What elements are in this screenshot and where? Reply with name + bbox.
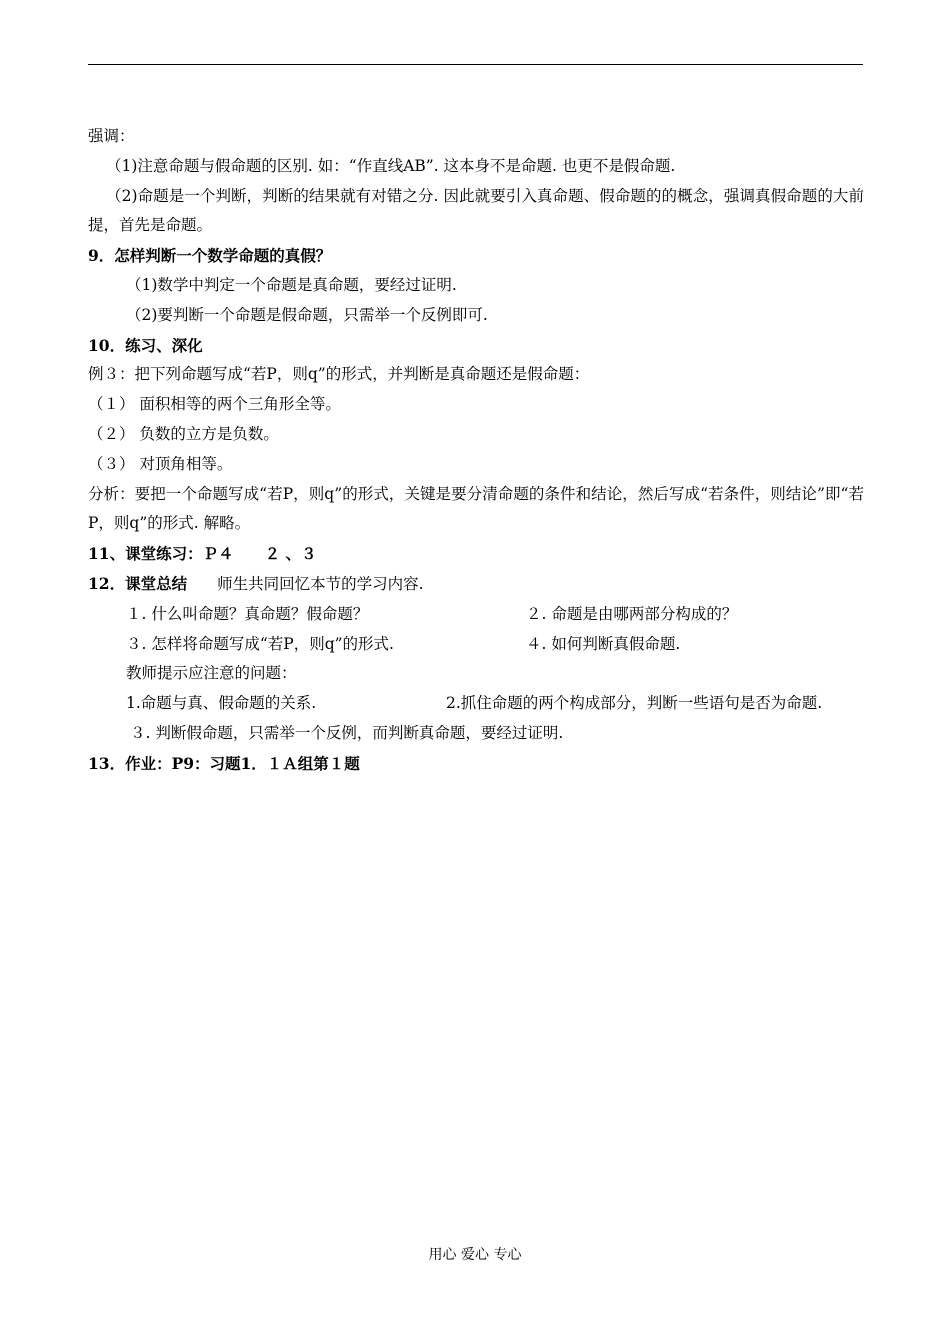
summary-row-2: [88, 630, 864, 660]
teacher-note-1: 1.命题与真、假命题的关系.: [126, 694, 317, 713]
emphasis-point-1: （1)注意命题与假命题的区别. 如：“作直线AB”. 这本身不是命题. 也更不是假命题.: [106, 156, 676, 175]
header-rule: [88, 64, 863, 65]
teacher-notes-label: 教师提示应注意的问题：: [126, 664, 297, 683]
teacher-note-2: 2.抓住命题的两个构成部分，判断一些语句是否为命题.: [446, 694, 823, 713]
example-3: 例３：把下列命题写成“若P，则q”的形式，并判断是真命题还是假命题：: [88, 365, 590, 384]
section-12-heading: 12．课堂总结: [88, 573, 188, 593]
teacher-notes-row-1: [88, 689, 864, 719]
emphasis-label: 强调：: [88, 127, 135, 145]
analysis-text: 分析：要把一个命题写成“若P，则q”的形式，关键是要分清命题的条件和结论，然后写成“若条件，则结论”即“若P，则q”的形式. 解略。: [88, 484, 864, 533]
teacher-note-3: ３. 判断假命题，只需举一个反例，而判断真命题，要经过证明.: [130, 723, 564, 742]
section-9-point-2: （2)要判断一个命题是假命题，只需举一个反例即可.: [126, 305, 488, 324]
section-11-heading: 11、课堂练习：Ｐ４ ２ 、３: [88, 544, 317, 564]
summary-row-1: [88, 600, 864, 630]
summary-q2: ２. 命题是由哪两部分构成的？: [526, 604, 738, 623]
section-10-heading: 10．练习、深化: [88, 335, 203, 355]
summary-q4: ４. 如何判断真假命题.: [526, 634, 681, 653]
section-9-point-1: （1)数学中判定一个命题是真命题，要经过证明.: [126, 275, 457, 294]
section-13-heading: 13．作业：P9：习题1．１Ａ组第１题: [88, 753, 360, 773]
page-footer: 用心 爱心 专心: [428, 1247, 522, 1263]
section-12-line: [88, 569, 864, 600]
section-12-text: 师生共同回忆本节的学习内容.: [217, 574, 424, 593]
example-3-item-1: （１） 面积相等的两个三角形全等。: [88, 395, 341, 414]
example-3-item-2: （２） 负数的立方是负数。: [88, 424, 279, 443]
summary-q3: ３. 怎样将命题写成“若P，则q”的形式.: [126, 634, 394, 653]
document-body: [88, 122, 864, 779]
section-9-heading: 9．怎样判断一个数学命题的真假？: [88, 246, 332, 266]
example-3-item-3: （３） 对顶角相等。: [88, 454, 233, 473]
summary-q1: １. 什么叫命题？真命题？假命题？: [126, 604, 369, 623]
emphasis-point-2: （2)命题是一个判断，判断的结果就有对错之分. 因此就要引入真命题、假命题的的概念，强调真假命题的大前提，首先是命题。: [88, 186, 864, 235]
